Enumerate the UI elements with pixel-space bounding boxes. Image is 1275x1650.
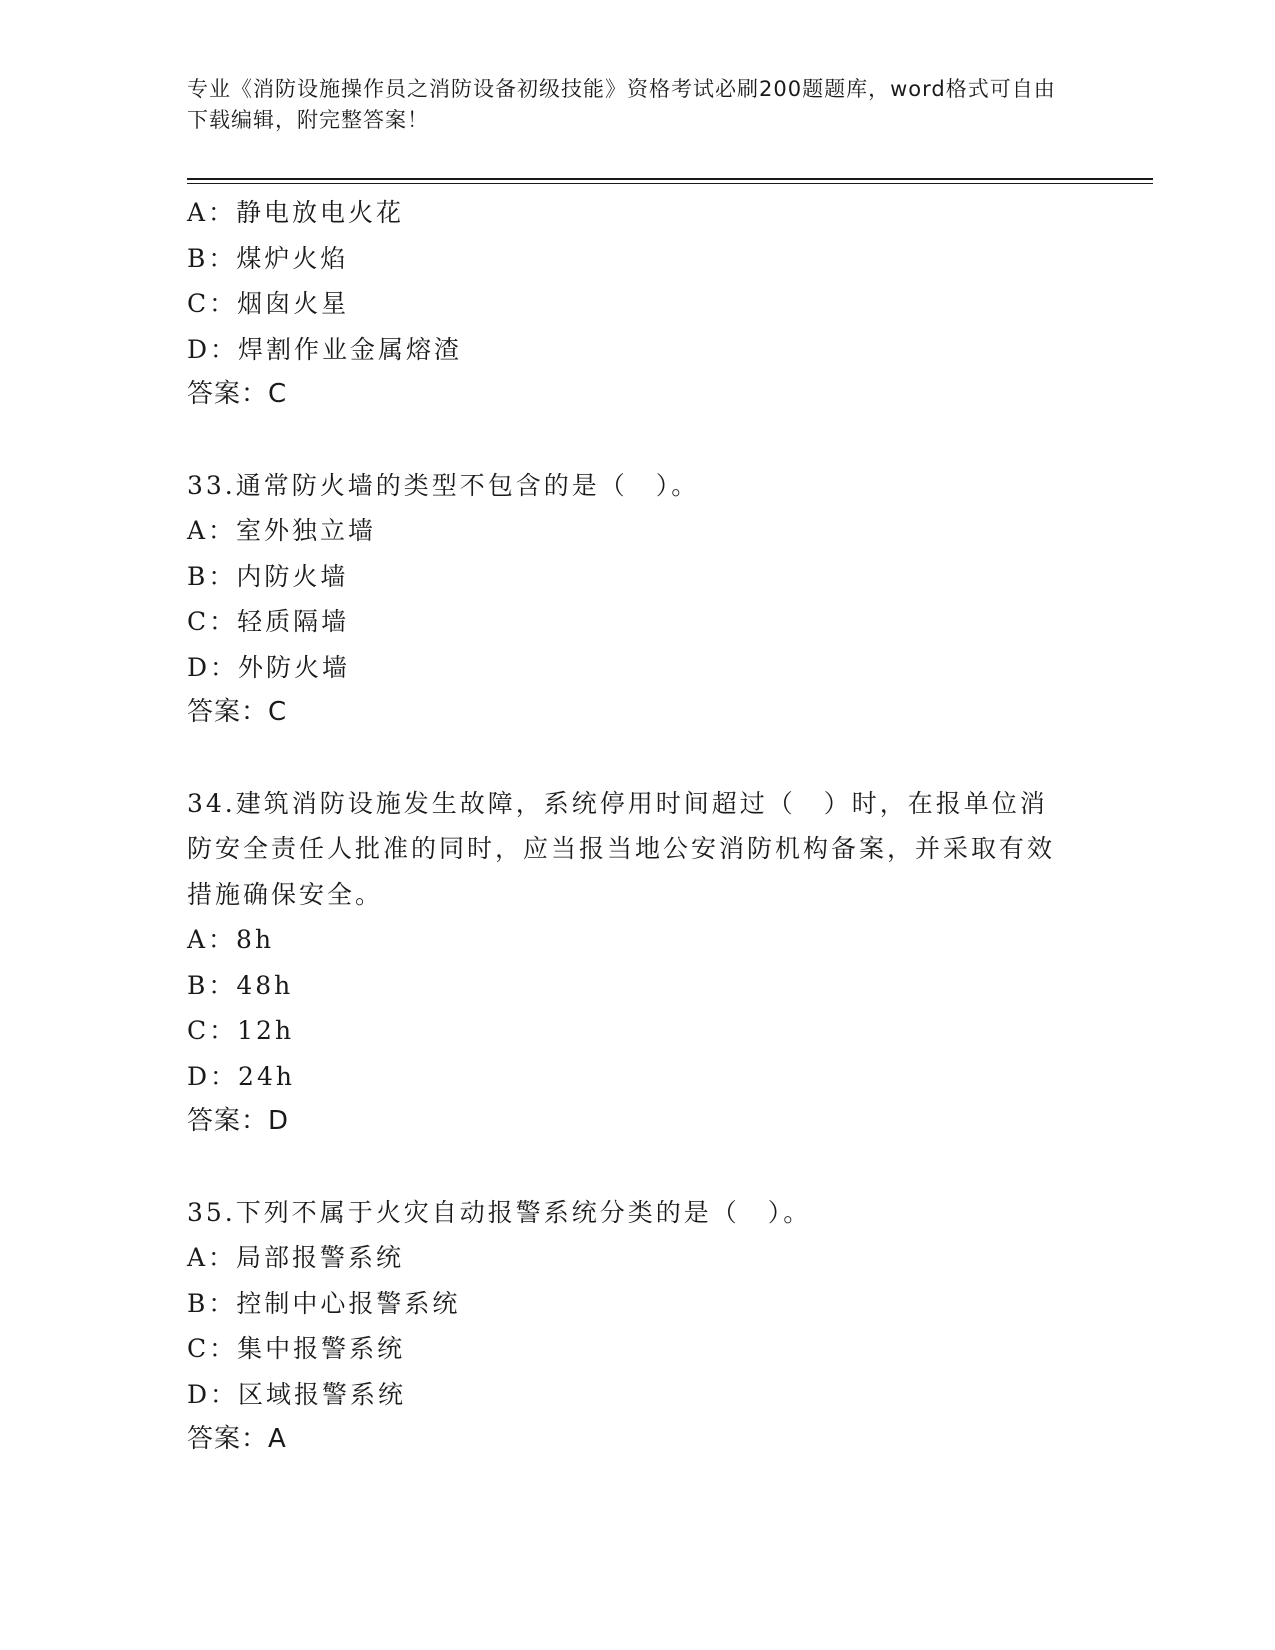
option-d: D：焊割作业金属熔渣 <box>187 334 463 364</box>
question-stem: 33.通常防火墙的类型不包含的是（ ）。 <box>187 470 700 500</box>
question-stem: 34.建筑消防设施发生故障，系统停用时间超过（ ）时，在报单位消防安全责任人批准的同时，应当报当地公安消防机构备案，并采取有效措施确保安全。 <box>187 788 1056 909</box>
option-a: A：局部报警系统 <box>187 1243 405 1272</box>
question-32 <box>187 190 1087 418</box>
option-b: B：48h <box>187 970 294 1000</box>
question-list <box>187 190 1087 1463</box>
question-34 <box>187 781 1087 1145</box>
question-35 <box>187 1190 1087 1463</box>
option-d: D：24h <box>187 1061 295 1091</box>
answer: 答案：C <box>187 379 288 409</box>
option-b: B：煤炉火焰 <box>187 243 349 273</box>
header-divider-thin <box>187 183 1153 184</box>
option-c: C：烟囱火星 <box>187 289 350 318</box>
option-c: C：轻质隔墙 <box>187 607 350 636</box>
option-d: D：外防火墙 <box>187 652 351 682</box>
answer: 答案：A <box>187 1424 287 1454</box>
spacer <box>187 418 1087 463</box>
option-c: C：12h <box>187 1016 295 1045</box>
spacer <box>187 1145 1087 1190</box>
option-b: B：内防火墙 <box>187 561 349 591</box>
question-33 <box>187 463 1087 736</box>
option-a: A：8h <box>187 925 275 954</box>
question-stem: 35.下列不属于火灾自动报警系统分类的是（ ）。 <box>187 1197 812 1227</box>
option-d: D：区域报警系统 <box>187 1379 407 1409</box>
answer: 答案：D <box>187 1106 290 1136</box>
option-a: A：室外独立墙 <box>187 516 377 545</box>
header-divider-thick <box>187 178 1153 180</box>
spacer <box>187 736 1087 781</box>
option-b: B：控制中心报警系统 <box>187 1288 461 1318</box>
option-c: C：集中报警系统 <box>187 1334 406 1363</box>
answer: 答案：C <box>187 697 288 727</box>
option-a: A：静电放电火花 <box>187 198 405 227</box>
document-header: 专业《消防设施操作员之消防设备初级技能》资格考试必刷200题题库，word格式可自由下载编辑，附完整答案！ <box>187 77 1056 132</box>
